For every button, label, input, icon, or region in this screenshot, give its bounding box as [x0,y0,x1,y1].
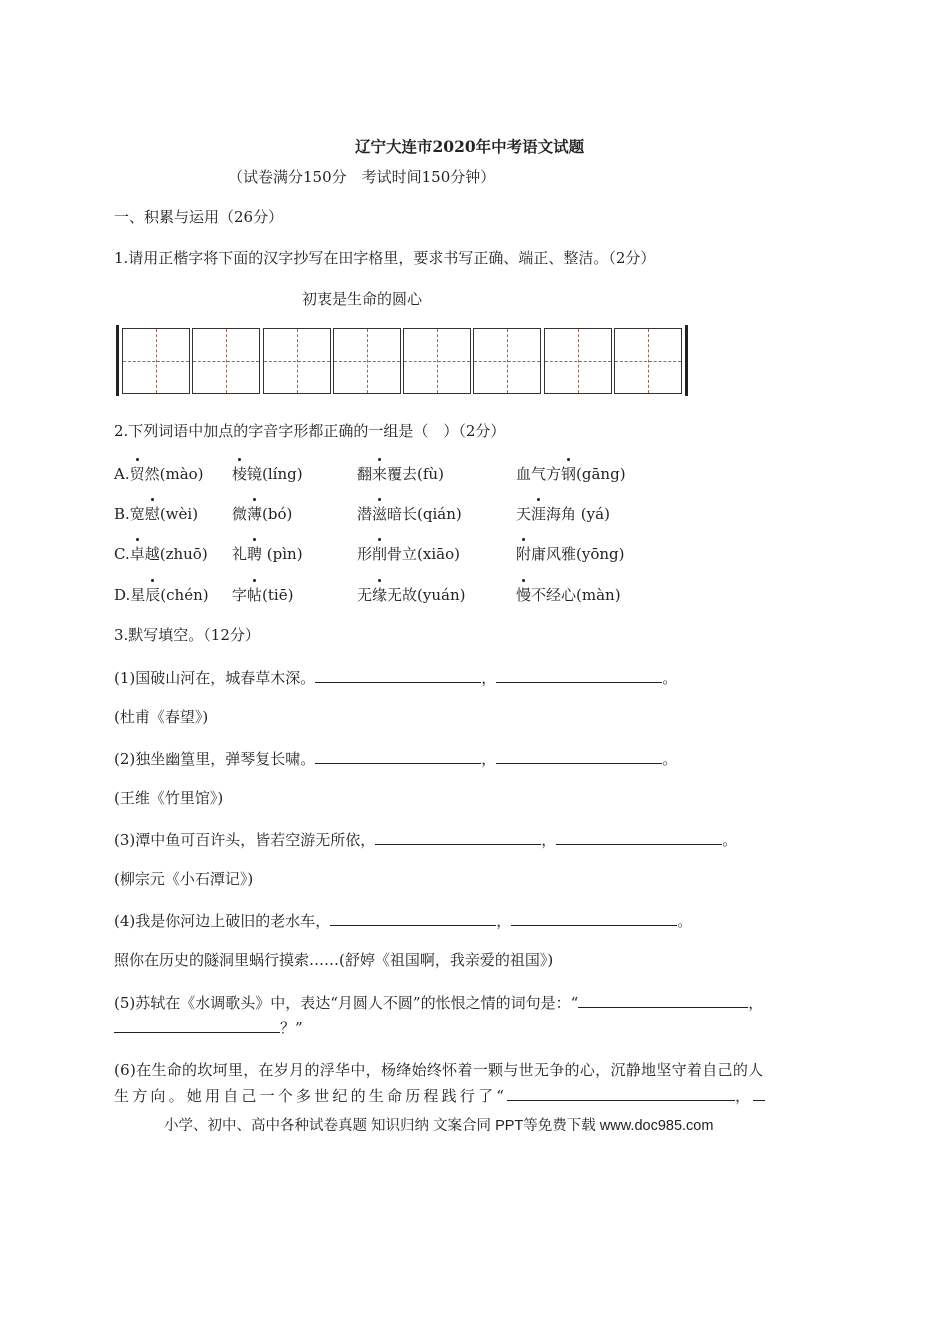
answer-blank[interactable] [507,1085,735,1101]
source-3: (柳宗元《小石潭记》) [114,870,254,888]
dotted-char: 慰 [144,505,160,523]
tianzige-grid [116,325,688,396]
option-label: A. [114,465,130,483]
answer-blank[interactable] [315,667,481,683]
dotted-char: 帖 [247,586,263,604]
fill-line-5: (5)苏轼在《水调歌头》中，表达“月圆人不圆”的怅恨之情的词句是：“ ， [114,994,764,1012]
option-label: B. [114,505,130,523]
section-heading: 一、积累与运用（26分） [114,208,284,226]
fill-line-6a: (6)在生命的坎坷里，在岁月的浮华中，杨绛始终怀着一颗与世无争的心，沉静地坚守着自己的人 [114,1061,764,1079]
dotted-char: 薄 [247,505,263,523]
fill-line-2: (2)独坐幽篁里，弹琴复长啸。 ， 。 [114,750,678,768]
fill-line-4: (4)我是你河边上破旧的老水车， ， 。 [114,912,693,930]
source-1: (杜甫《春望》) [114,708,209,726]
dotted-char: 缘 [372,586,388,604]
tianzige-cell[interactable] [473,328,541,394]
copy-phrase: 初衷是生命的圆心 [302,290,423,308]
dotted-char: 棱 [232,465,248,483]
exam-page: 辽宁大连市2020年中考语文试题 （试卷满分150分 考试时间150分钟） 一、积累与运用（26分） 1.请用正楷字将下面的汉字抄写在田字格里，要求书写正确、端正、整洁。（2分） 初衷是生命的圆心 2.下列词语中加点的字音字形都正确的一组是（ ）（2分） A.贸然(mào) 棱镜(líng) 翻来覆去(fù) 血气方钢(gāng) B.宽慰(wèi) 微薄(bó) 潜滋暗长(qián) 天涯海角 (yá) C.卓越(zhuō) 礼聘 (pìn) 形削骨立(xiāo) 附庸风雅(yōng) D.星辰(chén) 字帖(tiē) 无缘无故(yuán) 慢不经心(màn) 3.默写填空。（12分） (1)国破山河在，城春草木深。 ， 。 (杜甫《春望》) (2)独坐幽篁里，弹琴复长啸。 ， 。 (王维《竹里馆》) (3)潭中鱼可百许头，皆若空游无所依， ， 。 (柳宗元《小石潭记》) (4)我是你河边上破旧的老水车， ， 。 照你在历史的隧洞里蜗行摸索……(舒婷《祖国啊，我亲爱的祖国》) (5)苏轼在《水调歌头》中，表达“月圆人不圆”的怅恨之情的词句是：“ ， ？” (6)在生命的坎坷里，在岁月的浮华中，杨绛始终怀着一颗与世无争的心，沉静地坚守着自己的人 生方向。她用自己一个多世纪的生命历程践行了“ ， 小学、初中、高中各种试卷真题 知识归纳 文案合同 PPT等免费下载 www.doc985.com [114,137,764,1134]
answer-blank[interactable] [578,992,748,1008]
fill-line-1: (1)国破山河在，城春草木深。 ， 。 [114,669,678,687]
tianzige-cell[interactable] [333,328,401,394]
dotted-char: 卓 [129,545,145,563]
tianzige-cell[interactable] [403,328,471,394]
question-1-stem: 1.请用正楷字将下面的汉字抄写在田字格里，要求书写正确、端正、整洁。（2分） [114,249,656,267]
dotted-char: 贸 [129,465,145,483]
answer-blank[interactable] [753,1085,765,1101]
dotted-char: 辰 [145,586,161,604]
answer-blank[interactable] [556,829,722,845]
answer-blank[interactable] [511,910,677,926]
tianzige-cell[interactable] [192,328,260,394]
dotted-char: 聘 [247,545,263,563]
answer-blank[interactable] [114,1017,280,1033]
tianzige-cell[interactable] [614,328,682,394]
question-3-stem: 3.默写填空。（12分） [114,626,260,644]
tianzige-cell[interactable] [544,328,612,394]
fill-line-3: (3)潭中鱼可百许头，皆若空游无所依， ， 。 [114,831,738,849]
page-title: 辽宁大连市2020年中考语文试题 [355,137,585,156]
fill-line-4-next: 照你在历史的隧洞里蜗行摸索……(舒婷《祖国啊，我亲爱的祖国》) [114,951,554,969]
option-label: C. [114,545,130,563]
question-2-stem: 2.下列词语中加点的字音字形都正确的一组是（ ）（2分） [114,422,506,440]
answer-blank[interactable] [330,910,496,926]
dotted-char: 附 [516,545,532,563]
exam-info: （试卷满分150分 考试时间150分钟） [228,168,496,186]
answer-blank[interactable] [375,829,541,845]
dotted-char: 慢 [516,586,532,604]
source-2: (王维《竹里馆》) [114,789,224,807]
dotted-char: 削 [372,545,388,563]
dotted-char: 钢 [561,465,577,483]
tianzige-cell[interactable] [122,328,190,394]
option-label: D. [114,586,131,604]
answer-blank[interactable] [496,667,662,683]
fill-line-5-cont: ？” [114,1017,303,1038]
dotted-char: 来 [372,465,388,483]
page-footer: 小学、初中、高中各种试卷真题 知识归纳 文案合同 PPT等免费下载 www.doc985.com [164,1118,714,1134]
answer-blank[interactable] [496,748,662,764]
dotted-char: 涯 [531,505,547,523]
tianzige-cell[interactable] [263,328,331,394]
fill-line-6b: 生方向。她用自己一个多世纪的生命历程践行了“ ， [114,1085,765,1106]
answer-blank[interactable] [315,748,481,764]
dotted-char: 滋 [372,505,388,523]
